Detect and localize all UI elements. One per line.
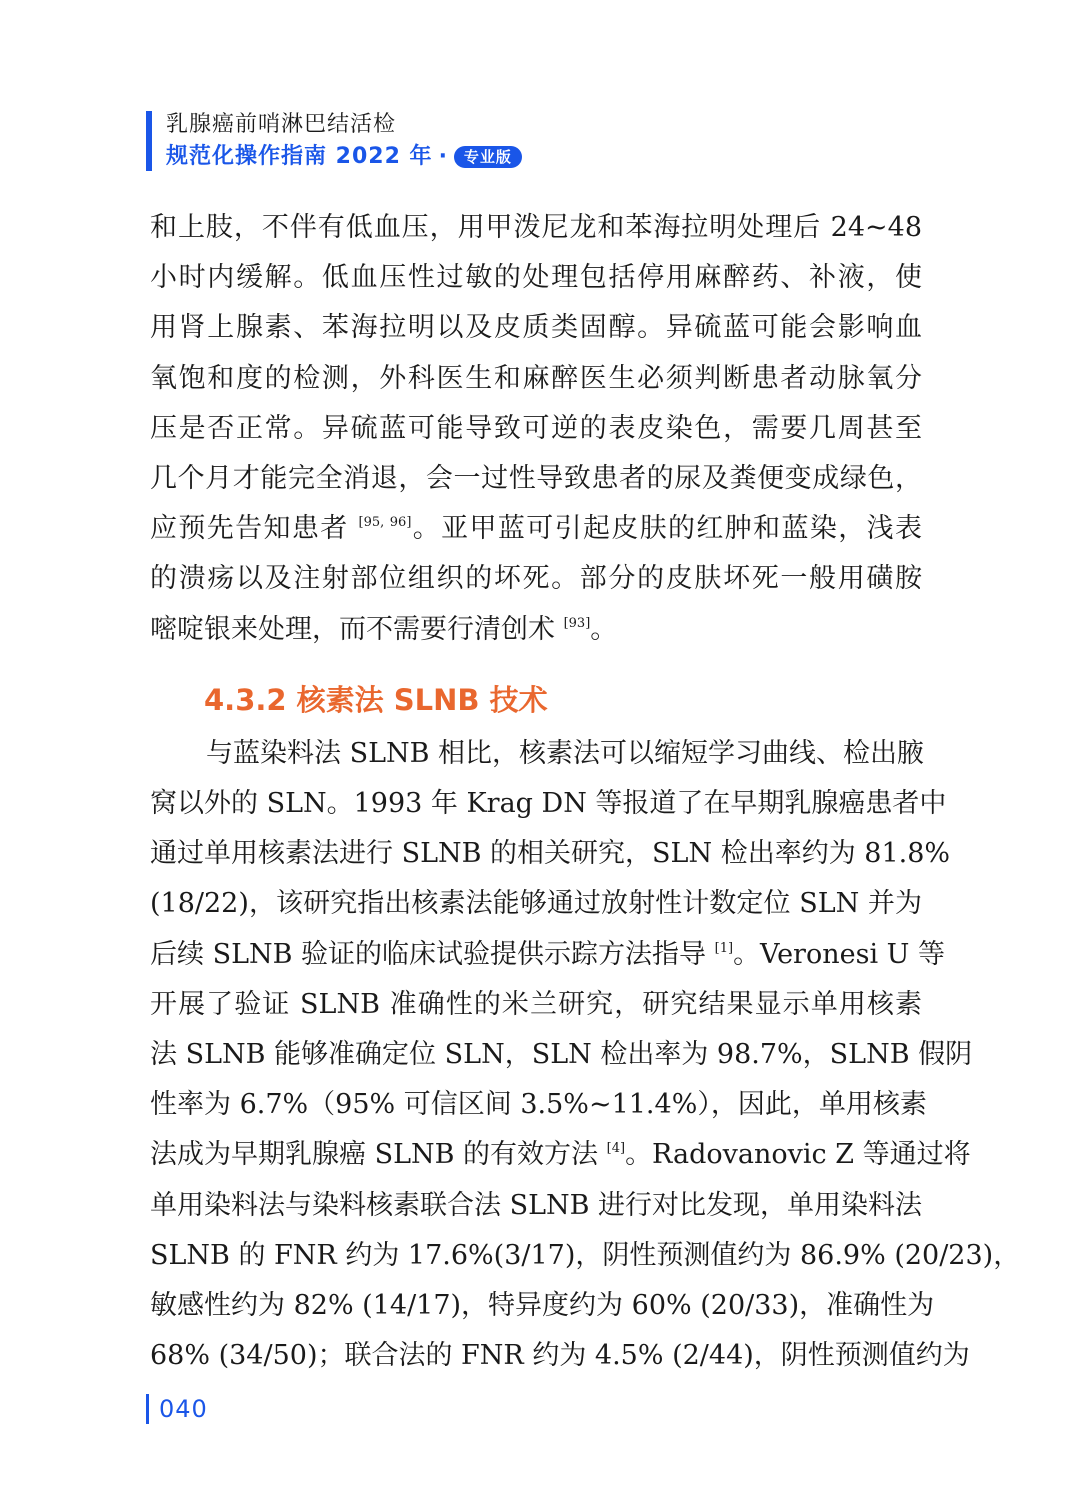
paragraph-line: 和上肢，不伴有低血压，用甲泼尼龙和苯海拉明处理后 24~48 [150, 212, 922, 243]
paragraph-line: 单用染料法与染料核素联合法 SLNB 进行对比发现，单用染料法 [150, 1189, 923, 1221]
paragraph-line [150, 1130, 971, 1180]
paragraph-line: 通过单用核素法进行 SLNB 的相关研究，SLN 检出率约为 81.8% [150, 838, 951, 870]
paragraph-line: (18/22)，该研究指出核素法能够通过放射性计数定位 SLN 并为 [150, 888, 922, 920]
paragraph-line: 敏感性约为 82% (14/17)，特异度约为 60% (20/33)，准确性为 [150, 1290, 935, 1322]
citation-ref: [95, 96] [358, 515, 412, 531]
line-text: 应预先告知患者 [150, 513, 359, 545]
line-text: 法成为早期乳腺癌 SLNB 的有效方法 [150, 1139, 607, 1171]
paragraph-line: 氧饱和度的检测，外科医生和麻醉医生必须判断患者动脉氧分 [150, 362, 922, 394]
line-text: 。 [590, 613, 618, 645]
line-text: 嘧啶银来处理，而不需要行清创术 [150, 613, 564, 645]
line-text: 。亚甲蓝可引起皮肤的红肿和蓝染，浅表 [411, 513, 922, 545]
header-accent-bar [146, 111, 152, 171]
paragraph-line: 开展了验证 SLNB 准确性的米兰研究，研究结果显示单用核素 [150, 988, 922, 1020]
citation-ref: [4] [606, 1141, 626, 1157]
header-title-line2-text: 规范化操作指南 2022 年 [166, 144, 433, 169]
line-text: 与蓝染料法 SLNB 相比，核素法可以缩短学习曲线、检出腋 [206, 737, 925, 769]
page-number: 040 [159, 1395, 208, 1423]
paragraph-line [150, 504, 922, 554]
edition-badge: 专业版 [454, 146, 522, 168]
paragraph-line: SLNB 的 FNR 约为 17.6%(3/17)，阴性预测值约为 86.9% (20/23)， [150, 1239, 1021, 1271]
page-body [150, 203, 1021, 1381]
paragraph-line [150, 605, 922, 655]
footer-accent-bar [146, 1394, 149, 1424]
paragraph-line: 小时内缓解。低血压性过敏的处理包括停用麻醉药、补液，使 [150, 262, 922, 294]
paragraph-line: 68% (34/50)；联合法的 FNR 约为 4.5% (2/44)，阴性预测值约为 [150, 1340, 970, 1372]
line-text: 。Radovanovic Z 等通过将 [625, 1139, 971, 1171]
line-text: 。Veronesi U 等 [733, 938, 946, 970]
citation-ref: [1] [714, 940, 734, 956]
header-text [166, 111, 522, 171]
paragraph-line: 压是否正常。异硫蓝可能导致可逆的表皮染色，需要几周甚至 [150, 412, 922, 444]
citation-ref: [93] [563, 615, 591, 631]
paragraph-line: 窝以外的 SLN。1993 年 Krag DN 等报道了在早期乳腺癌患者中 [150, 788, 947, 820]
header-dot: · [438, 144, 448, 169]
line-text: 后续 SLNB 验证的临床试验提供示踪方法指导 [150, 938, 715, 970]
paragraph-2 [150, 729, 1021, 1382]
paragraph-line: 几个月才能完全消退，会一过性导致患者的尿及粪便变成绿色， [150, 463, 922, 495]
paragraph-1 [150, 203, 922, 655]
header-title-line1: 乳腺癌前哨淋巴结活检 [166, 112, 397, 137]
running-header [146, 111, 522, 171]
paragraph-line: 性率为 6.7%（95% 可信区间 3.5%~11.4%），因此，单用核素 [150, 1089, 927, 1121]
paragraph-line [150, 729, 925, 779]
section-heading: 4.3.2 核素法 SLNB 技术 [204, 682, 548, 717]
page-footer [146, 1394, 208, 1424]
paragraph-line: 用肾上腺素、苯海拉明以及皮质类固醇。异硫蓝可能会影响血 [150, 312, 922, 344]
paragraph-line: 的溃疡以及注射部位组织的坏死。部分的皮肤坏死一般用磺胺 [150, 563, 922, 595]
header-title-line2 [166, 143, 522, 171]
paragraph-line [150, 930, 946, 980]
paragraph-line: 法 SLNB 能够准确定位 SLN，SLN 检出率为 98.7%，SLNB 假阴 [150, 1039, 973, 1071]
